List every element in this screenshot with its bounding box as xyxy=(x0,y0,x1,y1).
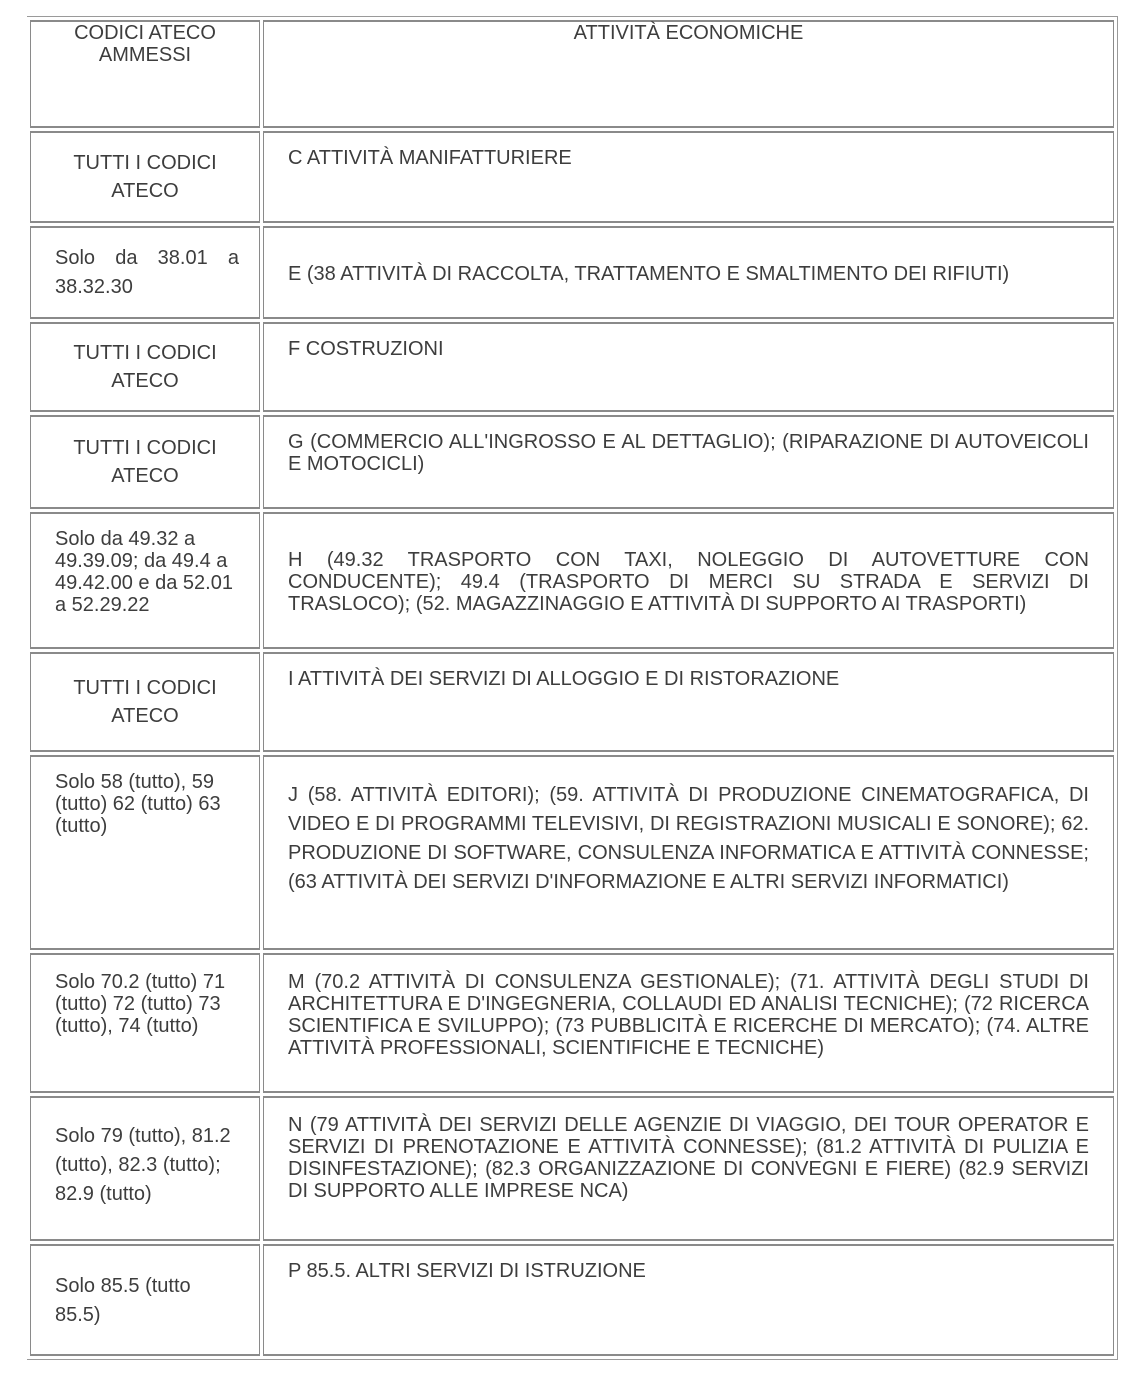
row-activity: M (70.2 ATTIVITÀ DI CONSULENZA GESTIONALE); (71. ATTIVITÀ DEGLI STUDI DI ARCHITETTURA E D'INGEGNERIA, COLLAUDI ED ANALISI TECNICHE); (72 RICERCA SCIENTIFICA E SVILUPPO); (73 PUBBLICITÀ E RICERCHE DI MERCATO); (74. ALTRE ATTIVITÀ PROFESSIONALI, SCIENTIFICHE E TECNICHE) xyxy=(263,953,1114,1093)
row-activity: J (58. ATTIVITÀ EDITORI); (59. ATTIVITÀ DI PRODUZIONE CINEMATOGRAFICA, DI VIDEO E DI PROGRAMMI TELEVISIVI, DI REGISTRAZIONI MUSICALI E SONORE); 62. PRODUZIONE DI SOFTWARE, CONSULENZA INFORMATICA E ATTIVITÀ CONNESSE; (63 ATTIVITÀ DEI SERVIZI D'INFORMAZIONE E ALTRI SERVIZI INFORMATICI) xyxy=(263,755,1114,950)
row-activity: G (COMMERCIO ALL'INGROSSO E AL DETTAGLIO); (RIPARAZIONE DI AUTOVEICOLI E MOTOCICLI) xyxy=(263,415,1114,509)
header-codes: CODICI ATECO AMMESSI xyxy=(30,20,260,128)
row-code: TUTTI I CODICI ATECO xyxy=(30,322,260,412)
row-code: TUTTI I CODICI ATECO xyxy=(30,131,260,223)
header-activities: ATTIVITÀ ECONOMICHE xyxy=(263,20,1114,128)
table-row xyxy=(30,652,1114,752)
table-row xyxy=(30,415,1114,509)
table-row xyxy=(30,131,1114,223)
table-row xyxy=(30,953,1114,1093)
table-row xyxy=(30,322,1114,412)
row-code: Solo 70.2 (tutto) 71 (tutto) 72 (tutto) 73 (tutto), 74 (tutto) xyxy=(30,953,260,1093)
table-row xyxy=(30,1244,1114,1356)
row-activity: N (79 ATTIVITÀ DEI SERVIZI DELLE AGENZIE DI VIAGGIO, DEI TOUR OPERATOR E SERVIZI DI PRENOTAZIONE E ATTIVITÀ CONNESSE); (81.2 ATTIVITÀ DI PULIZIA E DISINFESTAZIONE); (82.3 ORGANIZZAZIONE DI CONVEGNI E FIERE) (82.9 SERVIZI DI SUPPORTO ALLE IMPRESE NCA) xyxy=(263,1096,1114,1240)
row-code: TUTTI I CODICI ATECO xyxy=(30,415,260,509)
row-code: Solo da 38.01 a 38.32.30 xyxy=(30,226,260,318)
row-code: Solo 85.5 (tutto 85.5) xyxy=(30,1244,260,1356)
row-activity: H (49.32 TRASPORTO CON TAXI, NOLEGGIO DI AUTOVETTURE CON CONDUCENTE); 49.4 (TRASPORTO DI MERCI SU STRADA E SERVIZI DI TRASLOCO); (52. MAGAZZINAGGIO E ATTIVITÀ DI SUPPORTO AI TRASPORTI) xyxy=(263,512,1114,648)
table-row xyxy=(30,512,1114,648)
row-activity: C ATTIVITÀ MANIFATTURIERE xyxy=(263,131,1114,223)
table-row xyxy=(30,226,1114,318)
row-code: Solo 79 (tutto), 81.2 (tutto), 82.3 (tutto); 82.9 (tutto) xyxy=(30,1096,260,1240)
table-row xyxy=(30,1096,1114,1240)
table-header-row xyxy=(30,20,1114,128)
row-code: Solo da 49.32 a 49.39.09; da 49.4 a 49.42.00 e da 52.01 a 52.29.22 xyxy=(30,512,260,648)
row-code: Solo 58 (tutto), 59 (tutto) 62 (tutto) 63 (tutto) xyxy=(30,755,260,950)
table-row xyxy=(30,755,1114,950)
row-activity: P 85.5. ALTRI SERVIZI DI ISTRUZIONE xyxy=(263,1244,1114,1356)
row-code: TUTTI I CODICI ATECO xyxy=(30,652,260,752)
ateco-table xyxy=(27,17,1117,1359)
row-activity: F COSTRUZIONI xyxy=(263,322,1114,412)
row-activity: E (38 ATTIVITÀ DI RACCOLTA, TRATTAMENTO E SMALTIMENTO DEI RIFIUTI) xyxy=(263,226,1114,318)
ateco-table-container xyxy=(27,16,1118,1360)
row-activity: I ATTIVITÀ DEI SERVIZI DI ALLOGGIO E DI RISTORAZIONE xyxy=(263,652,1114,752)
